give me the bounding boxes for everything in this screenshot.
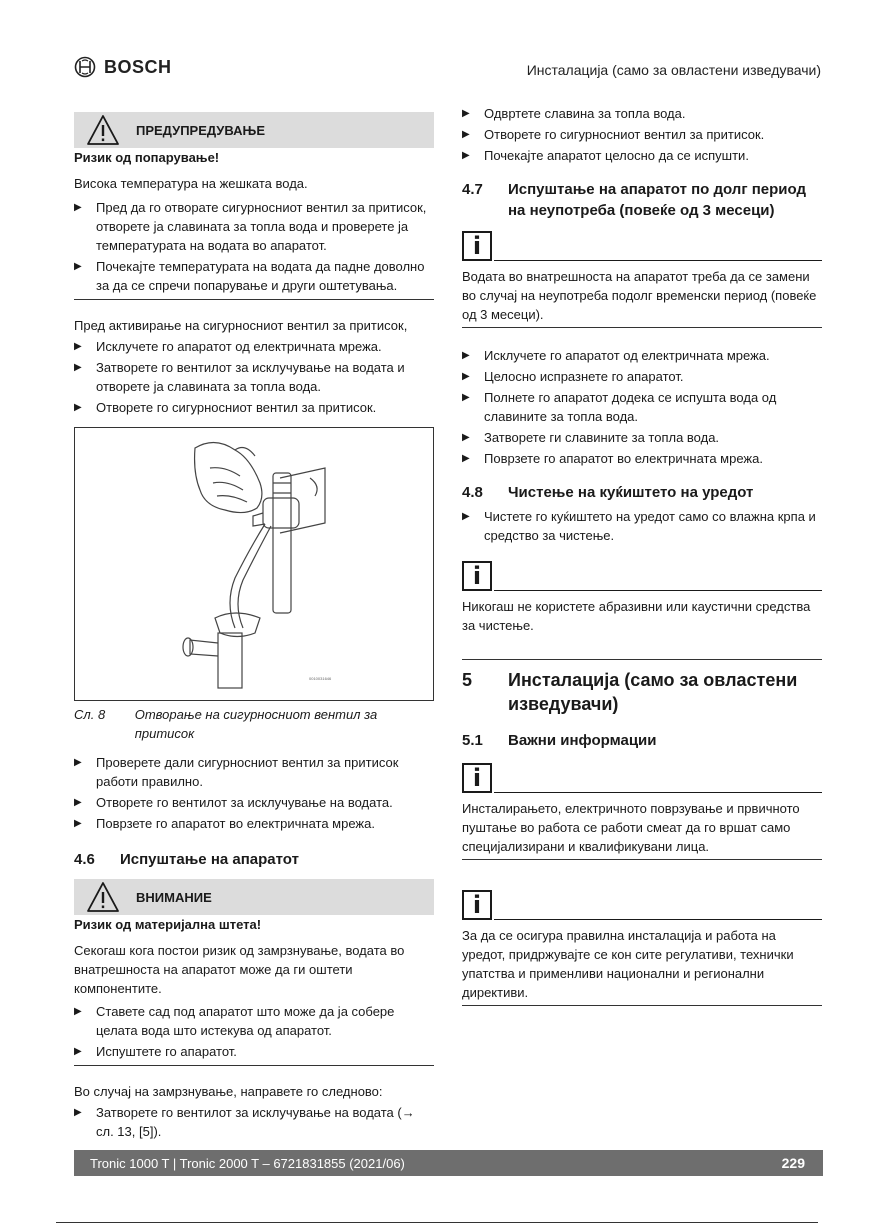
caution-label: ВНИМАНИЕ <box>136 889 212 905</box>
list-item: ▶ Отворете го вентилот за исклучување на водата. <box>74 793 434 812</box>
steps-list <box>74 337 434 417</box>
info-divider <box>494 260 822 261</box>
list-item: ▶ Проверете дали сигурносниот вентил за притисок работи правилно. <box>74 753 434 791</box>
info-divider <box>494 919 822 920</box>
caution-list <box>74 1002 434 1066</box>
section-heading-4-7 <box>462 179 822 221</box>
list-item: ▶ Затворете ги славините за топла вода. <box>462 428 822 447</box>
info-notice <box>462 561 822 591</box>
list-item: ▶ Затворете го вентилот за исклучување на водата и отворете ја славината за топла вода. <box>74 358 434 396</box>
list-item: ▶ Чистете го куќиштето на уредот само со влажна крпа и средство за чистење. <box>462 507 822 545</box>
info-icon: i <box>462 890 492 920</box>
section-title: Испуштање на апаратот по долг период на неупотреба (повеќе од 3 месеци) <box>508 181 807 219</box>
list-item: ▶ Отворете го сигурносниот вентил за притисок. <box>462 125 822 144</box>
section-title: Инсталација (само за овластени изведувачи) <box>508 670 798 714</box>
info-notice <box>462 890 822 920</box>
warning-title: Ризик од попарување! <box>74 150 220 165</box>
brand-logo <box>74 56 172 78</box>
freeze-intro: Во случај на замрзнување, направете го следново: <box>74 1084 383 1099</box>
list-item: ▶ Одвртете славина за топла вода. <box>462 104 822 123</box>
section-heading-4-8 <box>462 482 822 503</box>
list-item: ▶ Почекајте апаратот целосно да се испушти. <box>462 146 822 165</box>
info-icon: i <box>462 561 492 591</box>
section-title: Важни информации <box>508 732 657 749</box>
list-item: ▶ Пред да го отворате сигурносниот вентил за притисок, отворете ја славината за топла вода и проверете ја температурата на водата во апаратот. <box>74 198 434 255</box>
section-title: Испуштање на апаратот <box>120 851 299 868</box>
steps-list <box>74 753 434 833</box>
list-item: ▶ Испуштете го апаратот. <box>74 1042 434 1061</box>
warning-triangle-icon <box>86 114 120 146</box>
brand-name: BOSCH <box>104 56 172 77</box>
list-item: ▶ Почекајте температурата на водата да падне доволно за да се спречи попарување и други оштетувања. <box>74 257 434 295</box>
page-number: 229 <box>781 1155 805 1171</box>
warning-triangle-icon <box>86 881 120 913</box>
warning-bar <box>74 112 434 148</box>
list-item: ▶ Отворете го сигурносниот вентил за притисок. <box>74 398 434 417</box>
list-item: ▶ Исклучете го апаратот од електричната мрежа. <box>74 337 434 356</box>
info-text: Водата во внатрешноста на апаратот треба да се замени во случај на неупотреба подолг временски период (повеќе од 3 месеци). <box>462 267 822 328</box>
section-heading-5-1 <box>462 730 822 751</box>
caution-text: Секогаш кога постои ризик од замрзнување, водата во внатрешноста на апаратот може да ги оштети компонентите. <box>74 943 405 996</box>
info-divider <box>494 590 822 591</box>
figure-caption <box>74 705 434 743</box>
section-number: 4.7 <box>462 181 483 198</box>
list-item: ▶ Поврзете го апаратот во електричната мрежа. <box>74 814 434 833</box>
info-divider <box>494 792 822 793</box>
warning-list <box>74 198 434 300</box>
list-item: ▶ Ставете сад под апаратот што може да ја собере целата вода што истекува од апаратот. <box>74 1002 434 1040</box>
figure-8 <box>74 427 434 701</box>
steps-list <box>462 104 822 165</box>
left-column <box>74 112 434 1143</box>
list-item: ▶ Затворете го вентилот за исклучување на водата (→ сл. 13, [5]). <box>74 1103 434 1141</box>
figure-code: 0010031646 <box>309 676 332 681</box>
caption-number: Сл. 8 <box>74 707 106 722</box>
info-text: Никогаш не користете абразивни или каустични средства за чистење. <box>462 599 811 633</box>
info-text: Инсталирањето, електричното поврзување и првичното пуштање во работа се работи смеат да го вршат само специјализирани и квалификувани лица. <box>462 799 822 860</box>
section-number: 5 <box>462 670 473 690</box>
header-section-title: Инсталација (само за овластени изведувачи) <box>526 62 821 78</box>
info-notice <box>462 763 822 793</box>
info-notice <box>462 231 822 261</box>
caption-text: Отворање на сигурносниот вентил за притисок <box>134 707 378 741</box>
valve-illustration <box>75 428 433 700</box>
steps-list <box>462 346 822 468</box>
info-icon: i <box>462 763 492 793</box>
list-item: ▶ Исклучете го апаратот од електричната мрежа. <box>462 346 822 365</box>
section-number: 5.1 <box>462 732 483 749</box>
bosch-armature-icon <box>74 56 96 78</box>
warning-text: Висока температура на жешката вода. <box>74 176 308 191</box>
steps-list <box>462 507 822 545</box>
caution-title: Ризик од материјална штета! <box>74 917 262 932</box>
info-text: За да се осигура правилна инсталација и работа на уредот, придржувајте се кон сите регулативи, технички упатства и применливи национални и регионални директиви. <box>462 926 822 1006</box>
section-number: 4.6 <box>74 851 95 868</box>
section-title: Чистење на куќиштето на уредот <box>508 484 754 501</box>
page-footer <box>74 1150 823 1176</box>
warning-label: ПРЕДУПРЕДУВАЊЕ <box>136 122 265 138</box>
footer-text: Tronic 1000 T | Tronic 2000 T – 6721831855 (2021/06) <box>90 1155 405 1171</box>
section-divider <box>462 659 822 660</box>
list-item: ▶ Полнете го апаратот додека се испушта вода од славините за топла вода. <box>462 388 822 426</box>
right-column <box>462 102 822 1006</box>
section-heading-4-6 <box>74 849 434 870</box>
info-icon: i <box>462 231 492 261</box>
caution-bar <box>74 879 434 915</box>
bottom-divider <box>56 1222 818 1223</box>
section-number: 4.8 <box>462 484 483 501</box>
freeze-list <box>74 1103 434 1141</box>
section-heading-5 <box>462 668 822 716</box>
list-item: ▶ Поврзете го апаратот во електричната мрежа. <box>462 449 822 468</box>
list-item: ▶ Целосно испразнете го апаратот. <box>462 367 822 386</box>
intro-text: Пред активирање на сигурносниот вентил за притисок, <box>74 318 408 333</box>
